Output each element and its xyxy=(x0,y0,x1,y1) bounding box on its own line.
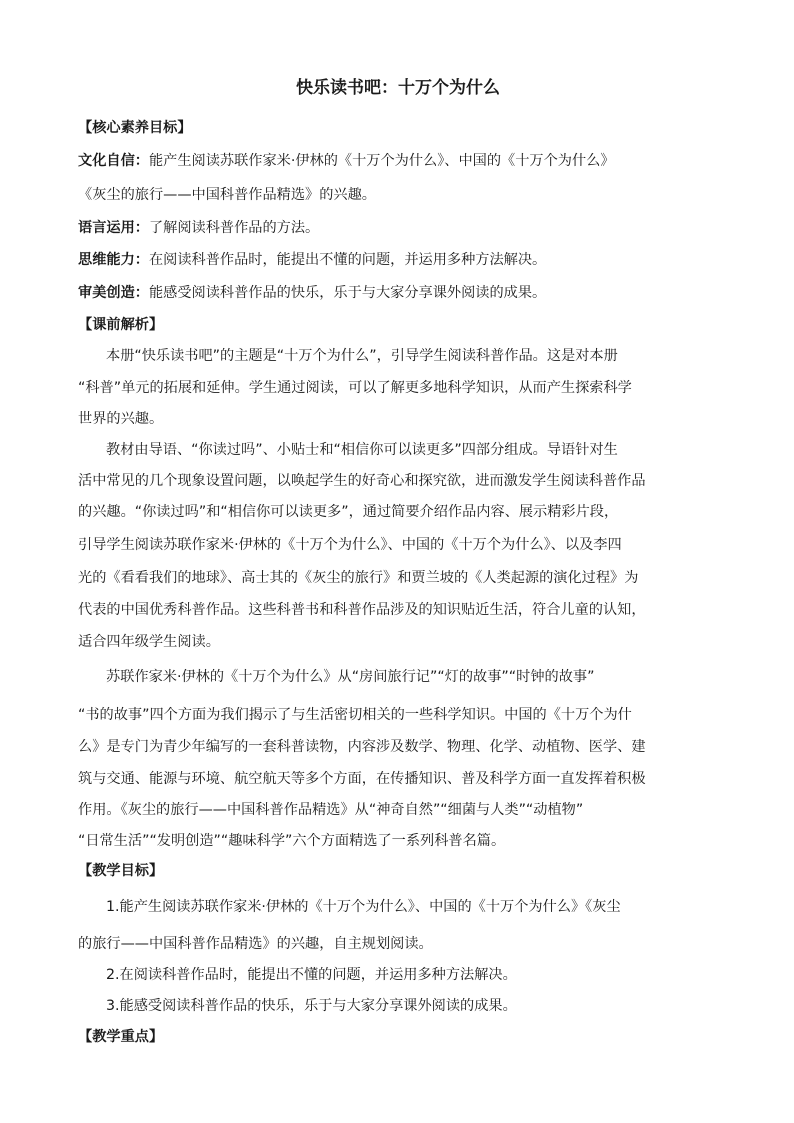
analysis-line: 本册“快乐读书吧”的主题是“十万个为什么”，引导学生阅读科普作品。这是对本册 xyxy=(106,348,618,364)
core-goal-text: 《灰尘的旅行——中国科普作品精选》的兴趣。 xyxy=(78,187,376,203)
analysis-line: 筑与交通、能源与环境、航空航天等多个方面，在传播知识、普及科学方面一直发挥着积极 xyxy=(78,771,646,787)
analysis-line: 作用。《灰尘的旅行——中国科普作品精选》从“神奇自然”“细菌与人类”“动植物” xyxy=(78,802,584,818)
core-goal-text: 能产生阅读苏联作家米·伊林的《十万个为什么》、中国的《十万个为什么》 xyxy=(148,153,615,169)
analysis-line: “日常生活”“发明创造”“趣味科学”六个方面精选了一系列科普名篇。 xyxy=(78,833,506,849)
analysis-line: 光的《看看我们的地球》、高士其的《灰尘的旅行》和贾兰坡的《人类起源的演化过程》为 xyxy=(78,570,639,586)
analysis-line: “科普”单元的拓展和延伸。学生通过阅读，可以了解更多地科学知识，从而产生探索科学 xyxy=(78,380,632,396)
analysis-line: “书的故事”四个方面为我们揭示了与生活密切相关的一些科学知识。中国的《十万个为什 xyxy=(78,707,632,723)
core-goal-label: 文化自信： xyxy=(78,153,149,169)
core-goals-heading: 【核心素养目标】 xyxy=(78,120,192,136)
core-goal-text: 能感受阅读科普作品的快乐，乐于与大家分享课外阅读的成果。 xyxy=(148,285,547,301)
analysis-line: 苏联作家米·伊林的《十万个为什么》从“房间旅行记”“灯的故事”“时钟的故事” xyxy=(106,669,595,685)
analysis-line: 适合四年级学生阅读。 xyxy=(78,634,220,650)
page-title: 快乐读书吧：十万个为什么 xyxy=(296,78,500,98)
teaching-goals-heading: 【教学目标】 xyxy=(78,863,164,879)
analysis-heading: 【课前解析】 xyxy=(78,317,164,333)
key-points-heading: 【教学重点】 xyxy=(78,1029,164,1045)
analysis-line: 么》是专门为青少年编写的一套科普读物，内容涉及数学、物理、化学、动植物、医学、建 xyxy=(78,739,646,755)
core-goal-label: 语言运用： xyxy=(78,220,149,236)
core-goal-line xyxy=(78,151,718,171)
teaching-goal-line: 的旅行——中国科普作品精选》的兴趣，自主规划阅读。 xyxy=(78,936,433,952)
core-goal-label: 审美创造： xyxy=(78,285,149,301)
teaching-goal-line: 2.在阅读科普作品时，能提出不懂的问题，并运用多种方法解决。 xyxy=(106,967,517,983)
teaching-goal-line: 3.能感受阅读科普作品的快乐，乐于与大家分享课外阅读的成果。 xyxy=(106,998,517,1014)
core-goal-text: 了解阅读科普作品的方法。 xyxy=(148,220,320,236)
analysis-line: 引导学生阅读苏联作家米·伊林的《十万个为什么》、中国的《十万个为什么》、以及李四 xyxy=(78,537,622,553)
analysis-line: 教材由导语、“你读过吗”、小贴士和“相信你可以读更多”四部分组成。导语针对生 xyxy=(106,442,618,458)
analysis-line: 的兴趣。“你读过吗”和“相信你可以读更多”，通过简要介绍作品内容、展示精彩片段， xyxy=(78,504,619,520)
core-goal-line xyxy=(78,185,718,205)
core-goal-line xyxy=(78,283,718,303)
core-goal-line xyxy=(78,218,718,238)
core-goal-text: 在阅读科普作品时，能提出不懂的问题，并运用多种方法解决。 xyxy=(148,252,547,268)
teaching-goal-line: 1.能产生阅读苏联作家米·伊林的《十万个为什么》、中国的《十万个为什么》《灰尘 xyxy=(106,899,621,915)
analysis-line: 活中常见的几个现象设置问题，以唤起学生的好奇心和探究欲，进而激发学生阅读科普作品 xyxy=(78,473,646,489)
core-goal-line xyxy=(78,250,718,270)
core-goal-label: 思维能力： xyxy=(78,252,149,268)
analysis-line: 代表的中国优秀科普作品。这些科普书和科普作品涉及的知识贴近生活，符合儿童的认知， xyxy=(78,602,646,618)
analysis-line: 世界的兴趣。 xyxy=(78,411,164,427)
